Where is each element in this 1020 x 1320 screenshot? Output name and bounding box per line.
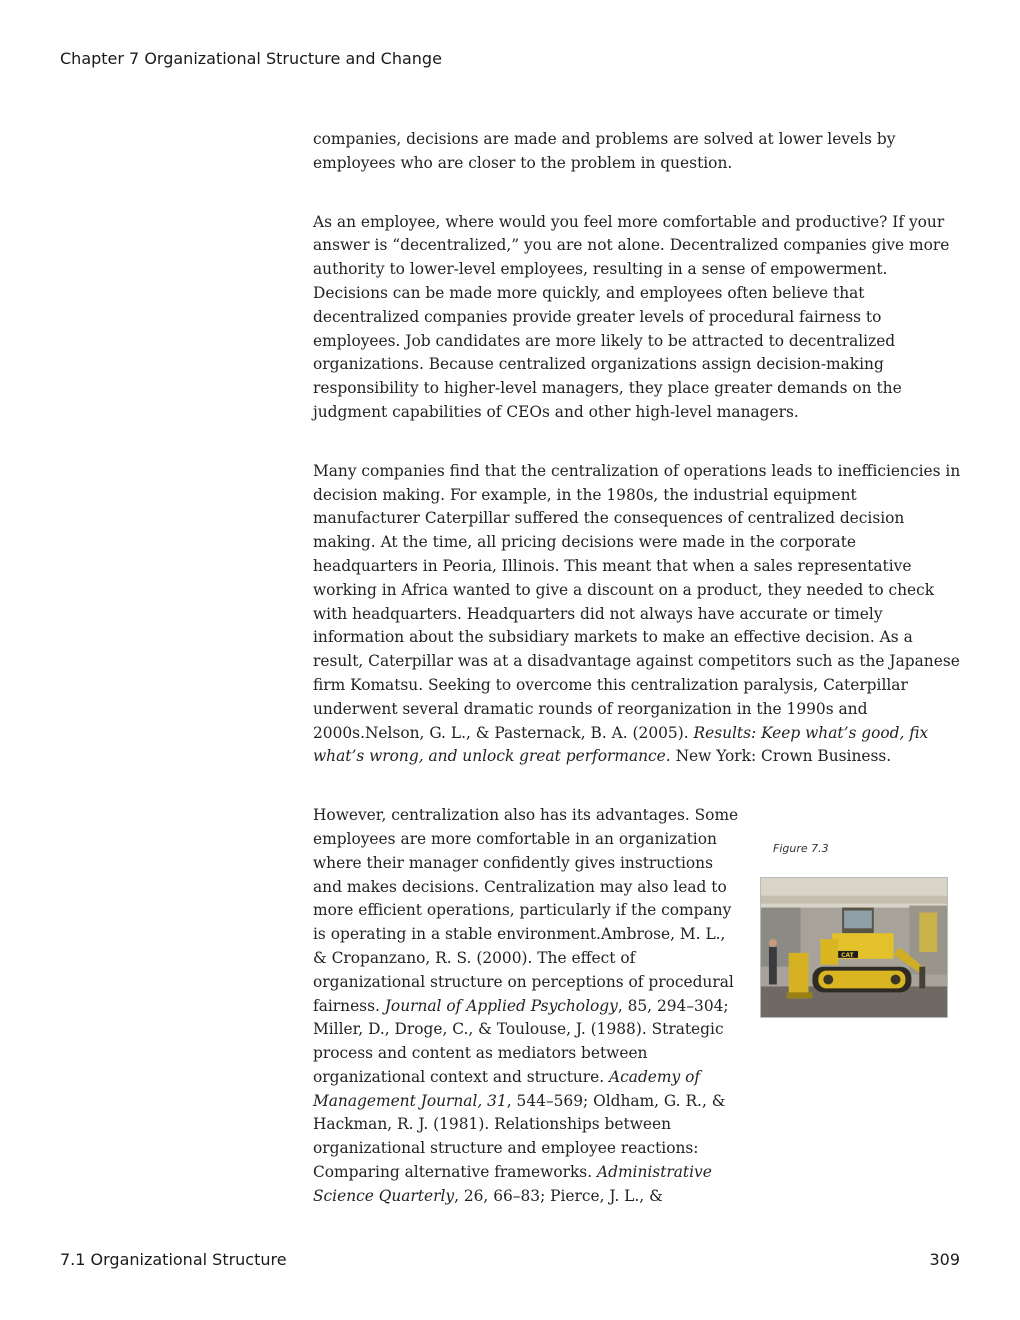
paragraph-4-part-d: , 26, 66–83; Pierce, J. L., & <box>454 1186 663 1205</box>
paragraph-3-text: Many companies find that the centralization of operations leads to inefficiencies in decision making. For example, in the 1980s, the industrial equipment manufacturer Caterpillar suffered the consequences of centralized decision making. At the time, all pricing decisions were made in the corporate headquarters in Peoria, Illinois. This meant that when a sales representative working in Africa wanted to give a discount on a product, they needed to check with headquarters. Headquarters did not always have accurate or timely information about the subsidiary markets to make an effective decision. As a result, Caterpillar was at a disadvantage against competitors such as the Japanese firm Komatsu. Seeking to overcome this centralization paralysis, Caterpillar underwent several dramatic rounds of reorganization in the 1990s and 2000s.Nelson, G. L., & Pasternack, B. A. (2005). <box>313 461 961 742</box>
journal-title-2: Academy of Management Journal, 31 <box>313 1067 701 1110</box>
page-number: 309 <box>929 1250 960 1269</box>
paragraph-4 <box>313 804 743 1209</box>
main-text-column <box>313 128 963 1244</box>
figure-7-3 <box>760 842 948 1018</box>
paragraph-4-part-b: , 85, 294–304; Miller, D., Droge, C., & Toulouse, J. (1988). Strategic process and content as mediators between organizational context and structure. <box>313 996 729 1086</box>
cat-logo-text: CAT <box>841 952 854 959</box>
paragraph-3 <box>313 460 963 769</box>
journal-title-3: Administrative Science Quarterly <box>313 1163 712 1205</box>
paragraph-4-part-a: However, centralization also has its advantages. Some employees are more comfortable in an organization where their manager confidently gives instructions and makes decisions. Centralization may also lead to more efficient operations, particularly if the company is operating in a stable environment.Ambrose, M. L., & Cropanzano, R. S. (2000). The effect of organizational structure on perceptions of procedural fairness. <box>313 806 739 1015</box>
figure-caption: Figure 7.3 <box>773 842 829 855</box>
book-title-citation: Results: Keep what’s good, fix what’s wrong, and unlock great performance <box>313 723 929 766</box>
bulldozer-photo <box>760 877 948 1018</box>
paragraph-1: companies, decisions are made and problems are solved at lower levels by employees who are closer to the problem in question. <box>313 130 896 172</box>
running-head-title: Chapter 7 Organizational Structure and Change <box>60 49 442 68</box>
journal-title-1: Journal of Applied Psychology <box>384 996 618 1015</box>
paragraph-3-tail: . New York: Crown Business. <box>665 747 892 766</box>
footer-section-title: 7.1 Organizational Structure <box>60 1250 287 1269</box>
paragraph-2: As an employee, where would you feel more comfortable and productive? If your answer is “decentralized,” you are not alone. Decentralized companies give more authority to lower-level employees, resulting in a sense of empowerment. Decisions can be made more quickly, and employees often believe that decentralized companies provide greater levels of procedural fairness to employees. Job candidates are more likely to be attracted to decentralized organizations. Because centralized organizations assign decision-making responsibility to higher-level managers, they place greater demands on the judgment capabilities of CEOs and other high-level managers. <box>313 212 950 421</box>
paragraph-4-part-c: , 544–569; Oldham, G. R., & Hackman, R. J. (1981). Relationships between organizational structure and employee reactions: Comparing alternative frameworks. <box>313 1091 726 1182</box>
